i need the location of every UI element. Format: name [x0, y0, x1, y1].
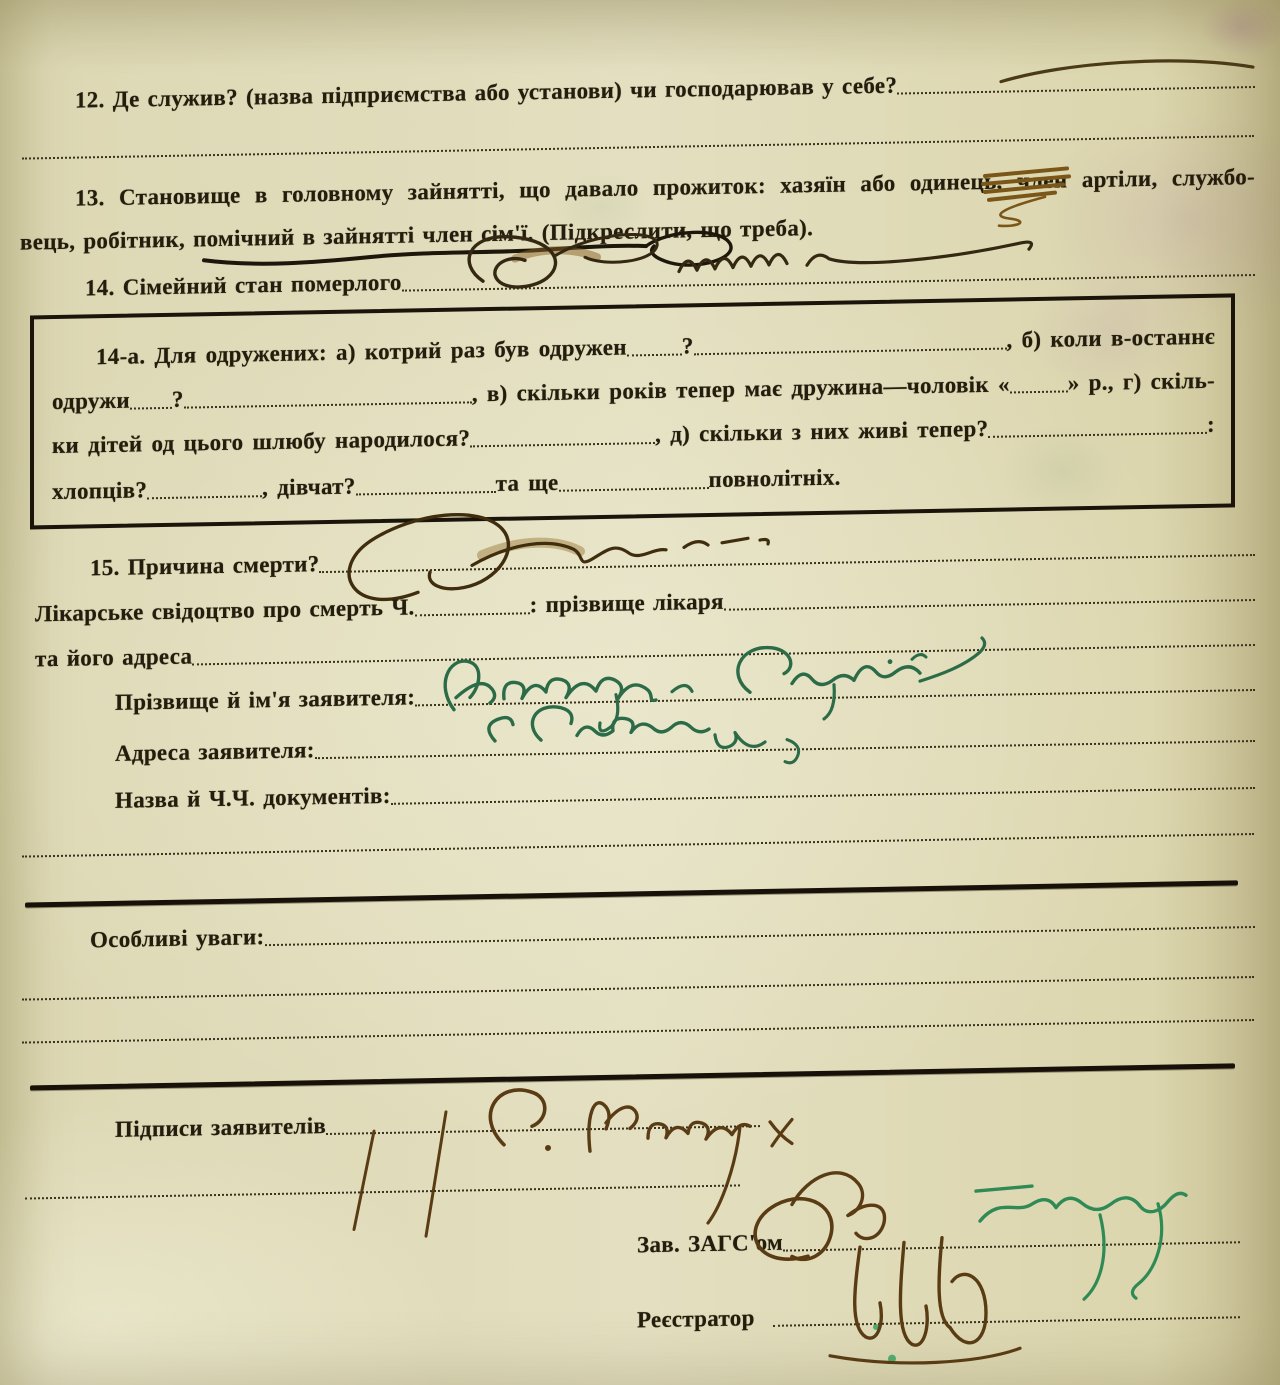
zags-head-label: Зав. ЗАГС'ом: [637, 1229, 783, 1258]
dotted-leader: [415, 612, 530, 616]
dotted-leader: [694, 348, 1007, 356]
q14a-l2b: , в) скільки років тепер має дружина—чоловік «: [471, 371, 1010, 407]
q15-label: 15. Причина смерти?: [90, 551, 320, 581]
signatures-officials-and-stamp: [680, 1153, 1200, 1373]
handwriting-applicant-village: [465, 694, 869, 771]
dotted-leader: [147, 495, 262, 499]
dotted-leader: [559, 487, 709, 492]
dotted-rule: [22, 1019, 1254, 1044]
field-documents: [115, 766, 1255, 814]
q14a-line4: [52, 458, 1215, 505]
medcert-part1: Лікарське свідоцтво про смерть Ч.: [35, 594, 415, 627]
q14a-l2c: » р., г) скіль-: [1067, 367, 1215, 396]
pen-stroke-mark: [995, 51, 1263, 90]
dotted-rule: [22, 833, 1254, 858]
dotted-leader: [988, 432, 1207, 438]
q14a-l4d: повнолітніх.: [708, 464, 841, 493]
dotted-leader: [184, 401, 472, 408]
q14a-l4b: , дівчат?: [262, 473, 356, 501]
q14a-l2a: одружи: [52, 387, 130, 415]
q14a-line2: [52, 368, 1215, 415]
field-special-notes: [90, 905, 1255, 953]
dotted-leader: [130, 407, 172, 410]
handwriting-family-status: [455, 219, 1055, 304]
dotted-leader: [391, 787, 1255, 805]
q13-line1-label: 13. Становище в головному зайнятті, що давало прожиток: хазяїн або одинець, член артіли, службо-: [75, 163, 1255, 211]
applicant-signatures-label: Підписи заявителів: [115, 1113, 327, 1142]
q12-label: 12. Де служив? (назва підприємства або установи) чи господарював у себе?: [75, 72, 898, 113]
q13-line2-label: вець, робітник, помічний в зайнятті член сім'ї. (Підкреслити, що треба).: [20, 215, 814, 255]
doctor-address-label: та його адреса: [35, 643, 193, 672]
q14-label: 14. Сімейний стан померлого: [85, 269, 402, 301]
medcert-part2: : прізвище лікаря: [529, 588, 724, 618]
dotted-leader: [1010, 390, 1068, 393]
special-notes-label: Особливі уваги:: [90, 924, 265, 953]
q14a-l4c: та ще: [495, 469, 559, 496]
q14a-l3c: :: [1207, 411, 1215, 437]
q14a-l3a: ки дітей од цього шлюбу народилося?: [52, 425, 471, 459]
q14a-line1: [52, 324, 1215, 371]
q14a-q2: ?: [171, 386, 184, 412]
q14a-q1: ?: [681, 333, 694, 359]
q14a-l4a: хлопців?: [52, 477, 148, 505]
dotted-leader: [470, 442, 655, 447]
dotted-leader: [627, 354, 682, 357]
documents-label: Назва й Ч.Ч. документів:: [115, 782, 391, 813]
dotted-leader: [265, 926, 1255, 946]
applicant-name-label: Прізвище й ім'я заявителя:: [115, 684, 416, 715]
registrar-label: Реєстратор: [637, 1305, 755, 1333]
dotted-rule: [22, 976, 1254, 1001]
dotted-rule: [22, 135, 1254, 160]
section-divider: [25, 880, 1238, 907]
q14a-box: [30, 293, 1235, 529]
q14a-l3b: , д) скільки з них живі тепер?: [655, 415, 989, 447]
applicant-address-label: Адреса заявителя:: [115, 737, 315, 766]
dotted-leader: [724, 599, 1255, 611]
q14a-l1b: , б) коли в-останнє: [1006, 323, 1215, 353]
q14a-l1a: 14-а. Для одружених: а) котрий раз був одружен: [96, 334, 627, 370]
dotted-leader: [356, 491, 496, 496]
q14a-line3: [52, 412, 1215, 459]
